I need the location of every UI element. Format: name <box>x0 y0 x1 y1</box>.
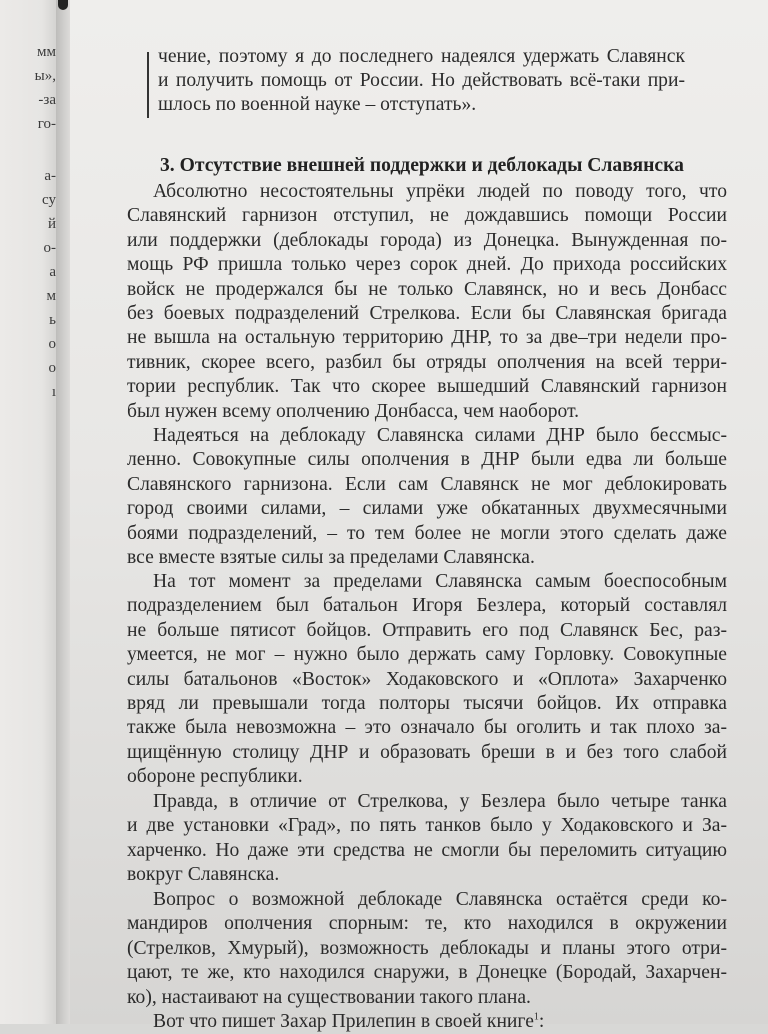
left-page-text-fragment: мм <box>37 44 56 60</box>
text-line: и две установки «Град», по пять танков было у Ходаковского и За- <box>127 815 727 837</box>
text-line <box>127 1010 727 1034</box>
paragraph-2 <box>127 424 727 570</box>
trailing-punctuation: : <box>538 1011 545 1032</box>
text-line: боями подразделений, – то тем более не могли этого сделать даже <box>127 522 727 544</box>
text-line: не вышла на остальную территорию ДНР, то за две–три недели про- <box>127 327 727 349</box>
text-line: силы батальонов «Восток» Ходаковского и «Оплота» Захарченко <box>127 668 727 690</box>
text-line: Правда, в отличие от Стрелкова, у Безлера было четыре танка <box>153 791 727 812</box>
paragraph-1 <box>127 180 727 424</box>
text-line: все вместе взятые силы за пределами Славянска. <box>127 547 535 569</box>
text-line: харченко. Но даже эти средства не смогли бы переломить ситуацию <box>127 839 727 861</box>
left-page-text-fragment: а- <box>44 168 56 184</box>
text-line: вокруг Славянска. <box>127 864 280 886</box>
text-line: вряд ли превышали тогда полторы тысячи бойцов. Их отправка <box>127 693 727 715</box>
text-line: обороне республики. <box>127 766 303 788</box>
quote-line: чение, поэтому я до последнего надеялся удержать Славянск <box>158 46 685 67</box>
text-line: Абсолютно несостоятельны упрёки людей по поводу того, что <box>153 181 727 202</box>
paragraph-6 <box>127 1010 727 1034</box>
text-line: ко), настаивают на существовании такого плана. <box>127 986 531 1008</box>
left-page-text-fragment: м <box>46 288 56 304</box>
text-line: цают, те же, кто находился снаружи, в Донецке (Бородай, Захарчен- <box>127 962 727 984</box>
text-line: также была невозможна – это означало бы оголить и так плохо за- <box>127 717 727 739</box>
text-line: На тот момент за пределами Славянска самым боеспособным <box>153 571 727 592</box>
block-quote <box>158 45 685 117</box>
left-page-text-fragment: а <box>49 264 56 280</box>
text-line: Славянского гарнизона. Если сам Славянск не мог деблокировать <box>127 473 727 495</box>
text-line: войск не продержался бы не только Славянск, но и весь Донбасс <box>127 278 727 300</box>
text-line: Вопрос о возможной деблокаде Славянска остаётся среди ко- <box>153 889 727 910</box>
left-page-text-fragment: ı <box>51 384 56 400</box>
text-line-content: Вот что пишет Захар Прилепин в своей книге <box>153 1011 534 1032</box>
text-line: мощь РФ пришла только через сорок дней. До прихода российских <box>127 254 727 276</box>
text-line: умеется, не мог – нужно было держать саму Горловку. Совокупные <box>127 644 727 666</box>
paragraph-5 <box>127 888 727 1010</box>
left-page-text-fragment: й <box>47 216 56 232</box>
quote-line: и получить помощь от России. Но действовать всё-таки при- <box>158 70 685 91</box>
left-page-text-fragment: о <box>48 336 56 352</box>
section-heading: 3. Отсутствие внешней поддержки и деблокады Славянска <box>160 155 684 176</box>
footnote-ref[interactable]: 1 <box>533 1011 539 1023</box>
text-line: тивник, скорее всего, разбил бы отряды ополчения на всей терри- <box>127 351 727 373</box>
quote-bar <box>147 52 149 118</box>
text-line: мандиров ополчения спорным: те, кто находился в окружении <box>127 913 727 935</box>
book-spine-shadow <box>58 0 68 10</box>
left-page-text-fragment: ы», <box>34 68 56 84</box>
left-page-text-fragment: го- <box>37 116 56 132</box>
left-page-edge <box>0 0 60 1024</box>
left-page-text-fragment: -за <box>38 92 56 108</box>
book-page <box>70 0 768 1032</box>
left-page-text-fragment: ь <box>49 312 56 328</box>
text-line: тории республик. Так что скорее вышедший Славянский гарнизон <box>127 376 727 398</box>
text-line: был нужен всему ополчению Донбасса, чем наоборот. <box>127 400 580 422</box>
paragraph-3 <box>127 570 727 790</box>
paragraph-4 <box>127 790 727 888</box>
text-line: подразделением был батальон Игоря Безлера, который составлял <box>127 595 727 617</box>
text-line: город своими силами, – силами уже обкатанных двухмесячными <box>127 498 727 520</box>
text-line: щищённую столицу ДНР и образовать бреши в и без того слабой <box>127 741 727 763</box>
text-line: Надеяться на деблокаду Славянска силами ДНР было бессмыс- <box>153 425 727 446</box>
text-line: или поддержки (деблокады города) из Донецка. Вынужденная по- <box>127 229 727 251</box>
left-page-text-fragment: су <box>42 192 56 208</box>
text-line: не больше пятисот бойцов. Отправить его под Славянск Бес, раз- <box>127 619 727 641</box>
left-page-text-fragment: о- <box>43 240 56 256</box>
text-line: (Стрелков, Хмурый), возможность деблокады и планы этого отри- <box>127 937 727 959</box>
quote-line: шлось по военной науке – отступать». <box>158 94 477 115</box>
text-line: ленно. Совокупные силы ополчения в ДНР были едва ли больше <box>127 449 727 471</box>
text-line: без боевых подразделений Стрелкова. Если бы Славянская бригада <box>127 303 727 325</box>
text-line: Славянский гарнизон отступил, не дождавшись помощи России <box>127 205 727 227</box>
left-page-text-fragment: о <box>48 360 56 376</box>
